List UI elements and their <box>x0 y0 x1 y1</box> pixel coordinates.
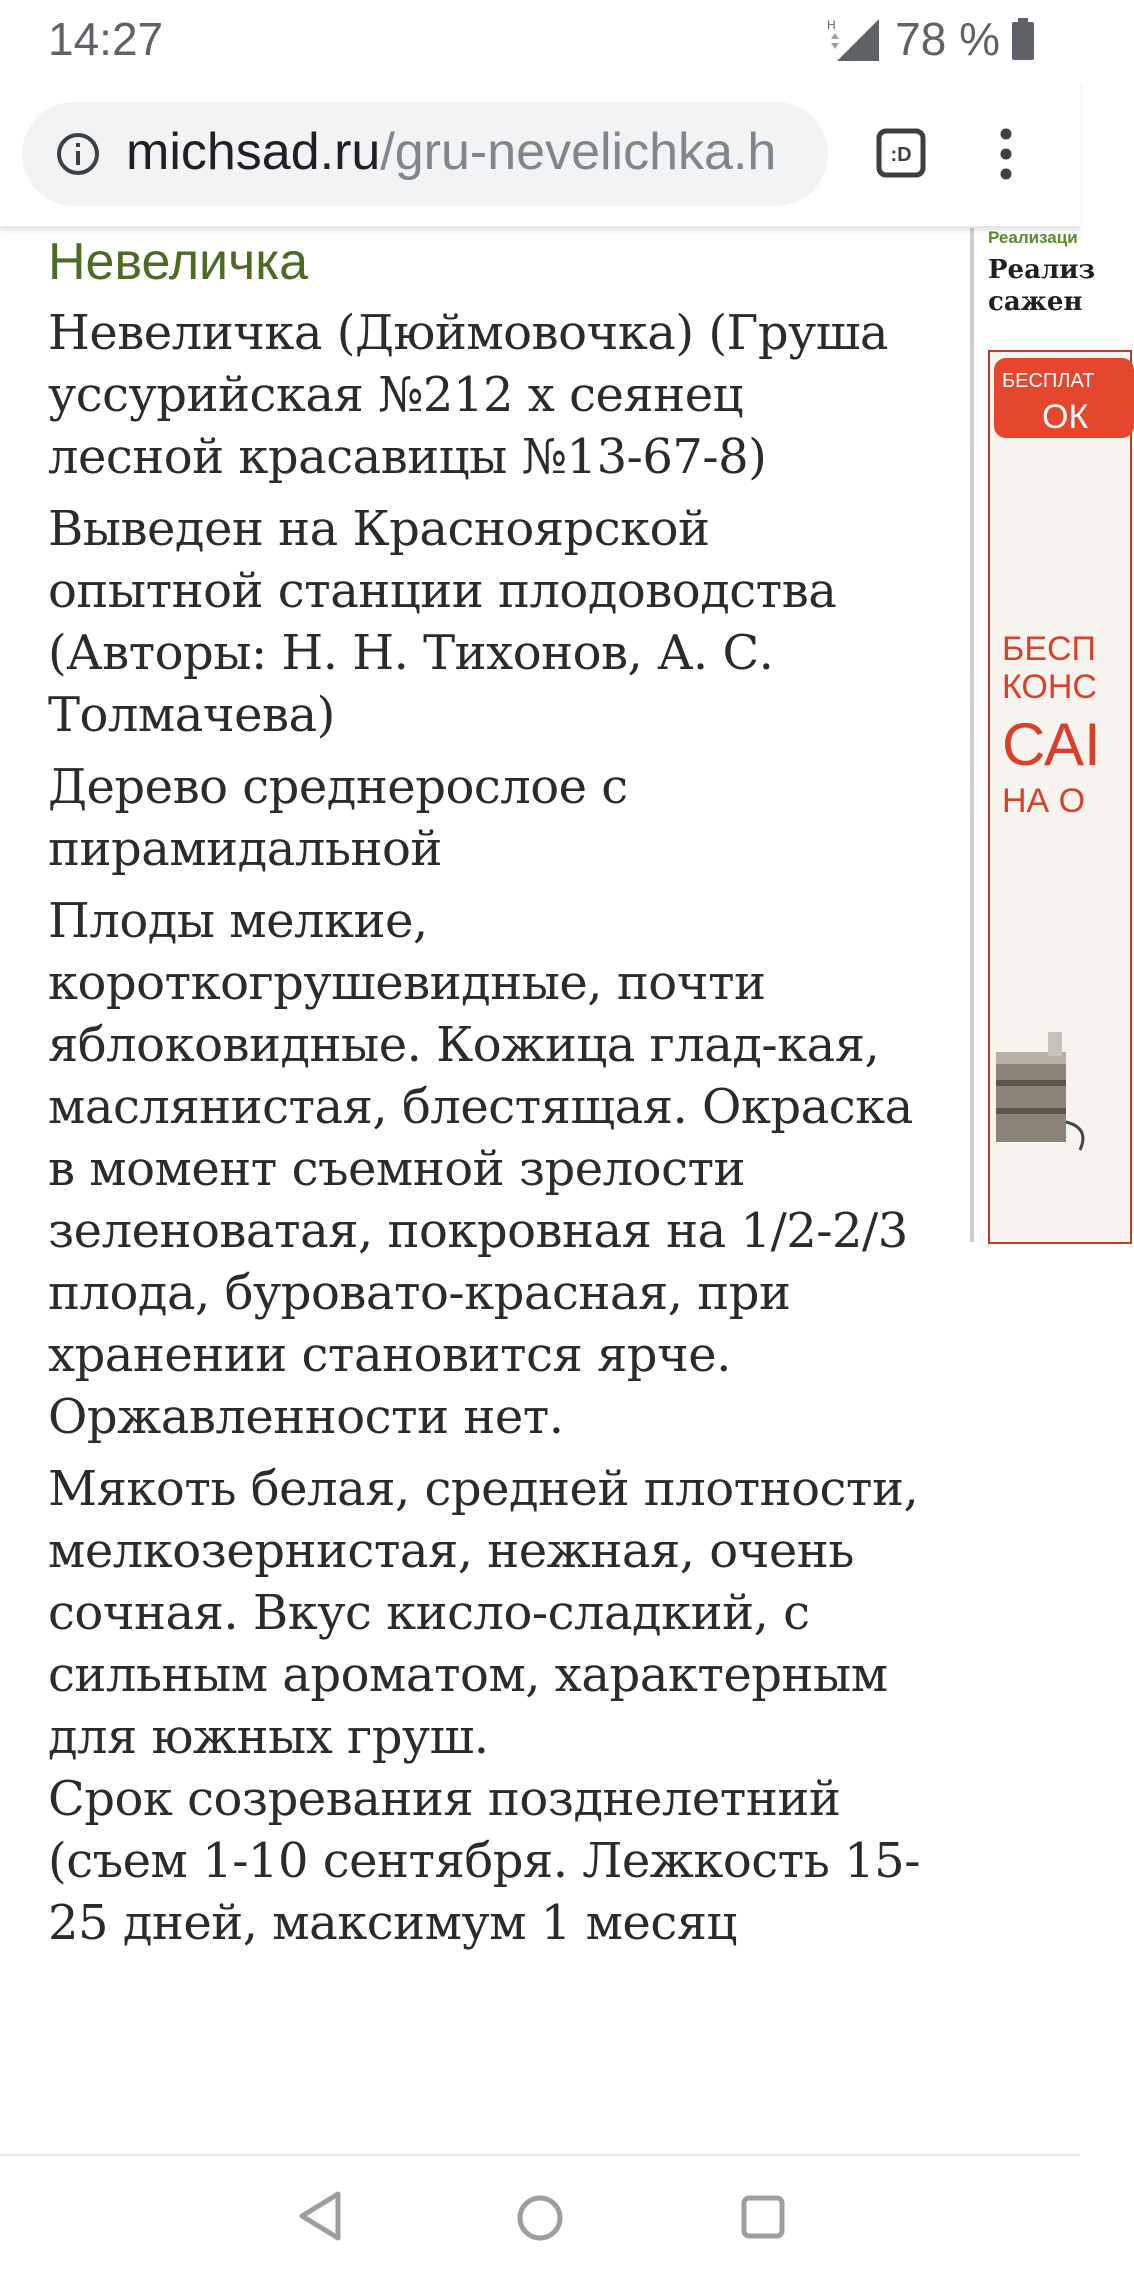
ad-text: БЕСП <box>1002 630 1096 668</box>
url-domain: michsad.ru <box>126 123 381 181</box>
recents-icon[interactable] <box>740 2194 786 2240</box>
browser-toolbar <box>0 80 1080 228</box>
article-heading[interactable]: Невеличка <box>48 233 308 291</box>
url-text[interactable] <box>126 122 816 182</box>
network-signal-icon <box>825 15 883 63</box>
article-paragraph: Дерево среднерослое с пирамидальной <box>48 759 628 877</box>
ad-title-line: Реализ <box>988 255 1096 285</box>
home-icon[interactable] <box>516 2194 564 2242</box>
status-time: 14:27 <box>48 13 164 65</box>
ad-badge <box>994 358 1134 438</box>
article <box>48 226 928 1964</box>
tab-switcher-icon[interactable] <box>876 128 926 178</box>
back-icon[interactable] <box>298 2190 342 2242</box>
info-icon[interactable] <box>56 132 100 176</box>
ad-title[interactable] <box>988 254 1095 318</box>
article-paragraph: Плоды мелкие, короткогрушевидные, почти яблоковидные. Кожица глад-кая, маслянистая, блестящая. Окраска в момент съемной зрелости зеленоватая, покровная на 1/2-2/3 плода, буровато-красная, при хранении становится ярче. Оржавленности нет. <box>48 893 913 1445</box>
ad-badge-text: ОК <box>1042 398 1089 436</box>
ad-title-line: сажен <box>988 287 1083 317</box>
ad-banner[interactable] <box>988 350 1132 1244</box>
side-advertisement[interactable] <box>970 226 1104 1242</box>
address-bar[interactable] <box>22 102 828 206</box>
battery-percent: 78 % <box>895 13 1000 65</box>
article-paragraph: Срок созревания позднелетний (съем 1-10 сентября. Лежкость 15-25 дней, максимум 1 месяц <box>48 1771 920 1951</box>
svg-text:H: H <box>827 18 836 32</box>
ad-tag: Реализаци <box>988 228 1078 247</box>
page-content[interactable] <box>0 226 1101 2154</box>
ad-badge-text: БЕСПЛАТ <box>1002 370 1095 392</box>
status-indicators <box>825 12 1034 66</box>
ad-text: КОНС <box>1002 668 1097 706</box>
status-bar <box>0 0 1080 80</box>
article-paragraph: Мякоть белая, средней плотности, мелкозернистая, нежная, очень сочная. Вкус кисло-сладкий, с сильным ароматом, характерным для южных груш. <box>48 1461 919 1765</box>
navigation-bar <box>0 2154 1080 2282</box>
ad-product-image <box>990 1032 1090 1152</box>
more-vert-icon[interactable] <box>988 126 1024 182</box>
url-path: /gru-nevelichka.h <box>380 123 777 181</box>
article-paragraph: Невеличка (Дюймовочка) (Груша уссурийская №212 х сеянец лесной красавицы №13-67-8) <box>48 305 889 485</box>
ad-text: САІ <box>1002 711 1101 778</box>
svg-text::D: :D <box>890 144 912 166</box>
battery-icon <box>1012 18 1034 60</box>
ad-text: НА О <box>1002 782 1086 820</box>
article-paragraph: Выведен на Красноярской опытной станции плодоводства (Авторы: Н. Н. Тихонов, А. С. Толмачева) <box>48 501 837 743</box>
